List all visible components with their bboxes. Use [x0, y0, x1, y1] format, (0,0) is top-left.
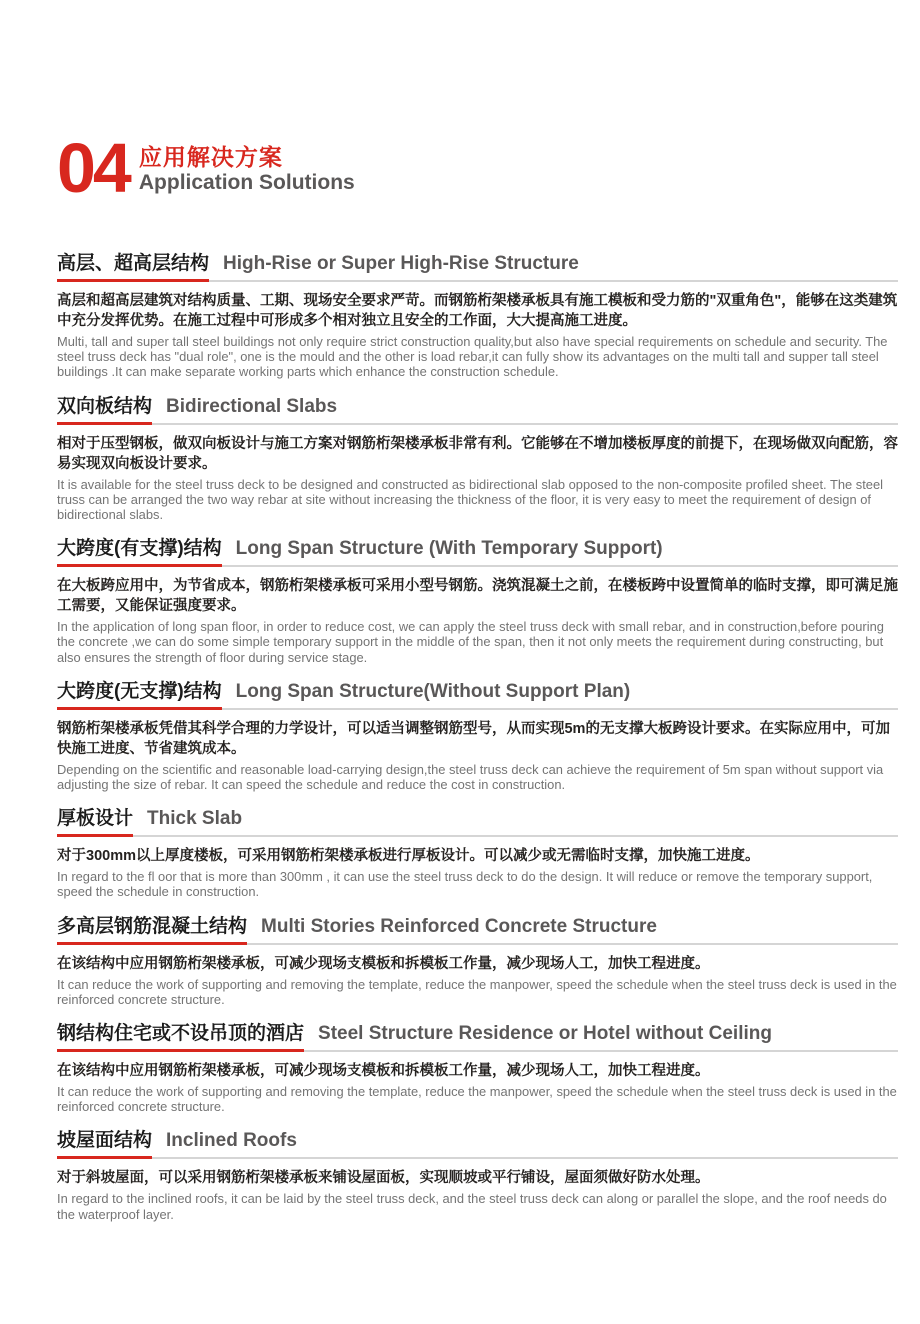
section-body-zh: 在该结构中应用钢筋桁架楼承板，可减少现场支模板和拆模板工作量，减少现场人工，加快工程进度。: [57, 1063, 710, 1080]
section-heading-en: Thick Slab: [147, 808, 243, 830]
section-body-en: It can reduce the work of supporting and removing the template, reduce the manpower, speed the schedule when the steel truss deck is used in the reinforced concrete structure.: [57, 976, 897, 1007]
section-heading: [57, 681, 898, 710]
section-body-en: In regard to the fl oor that is more than 300mm , it can use the steel truss deck to do the design. It will reduce or remove the temporary support, speed the schedule in construction.: [57, 869, 873, 900]
page-header: [57, 129, 898, 207]
section-heading: [57, 1023, 898, 1052]
section-body-en: In the application of long span floor, in order to reduce cost, we can apply the steel truss deck with small rebar, and in construction,before pouring the concrete ,we can do some simple temporary support in the middle of the span, then it not only meets the requirement during constructing, but also ensures the strength of floor during service stage.: [57, 619, 884, 665]
section-heading-en: Bidirectional Slabs: [166, 395, 338, 417]
section-heading-en: Steel Structure Residence or Hotel without Ceiling: [318, 1023, 772, 1045]
section-number: 04: [57, 129, 129, 207]
section-body-zh: 对于斜坡屋面，可以采用钢筋桁架楼承板来铺设屋面板，实现顺坡或平行铺设，屋面须做好防水处理。: [57, 1170, 710, 1187]
section-heading-zh: 大跨度(有支撑)结构: [57, 538, 222, 560]
section-body-en: It can reduce the work of supporting and removing the template, reduce the manpower, speed the schedule when the steel truss deck is used in the reinforced concrete structure.: [57, 1084, 897, 1115]
section-heading: [57, 396, 898, 425]
section-long-span-without-support: [57, 681, 898, 792]
section-bidirectional-slabs: [57, 396, 898, 523]
page-title-en: Application Solutions: [138, 171, 355, 194]
section-heading: [57, 1130, 898, 1159]
section-multi-stories-rc: [57, 916, 898, 1007]
section-heading: [57, 808, 898, 837]
section-heading: [57, 253, 898, 282]
section-high-rise: [57, 253, 898, 380]
section-heading-zh: 厚板设计: [57, 808, 134, 830]
section-body-zh: 高层和超高层建筑对结构质量、工期、现场安全要求严苛。而钢筋桁架楼承板具有施工模板和受力筋的"双重角色"，能够在这类建筑中充分发挥优势。在施工过程中可形成多个相对独立且安全的工作面，大大提高施工进度。: [57, 293, 898, 329]
section-heading: [57, 916, 898, 945]
section-heading-zh: 多高层钢筋混凝土结构: [57, 915, 248, 937]
section-heading-zh: 钢结构住宅或不设吊顶的酒店: [57, 1023, 305, 1045]
section-heading-en: High-Rise or Super High-Rise Structure: [223, 253, 579, 274]
section-body-en: In regard to the inclined roofs, it can be laid by the steel truss deck, and the steel truss deck can along or parallel the slope, and the roof needs do the waterproof layer.: [57, 1191, 887, 1222]
section-steel-residence-hotel: [57, 1023, 898, 1114]
section-body-zh: 在大板跨应用中，为节省成本，钢筋桁架楼承板可采用小型号钢筋。浇筑混凝土之前，在楼板跨中设置简单的临时支撑，即可满足施工需要，又能保证强度要求。: [57, 578, 898, 615]
section-body-zh: 对于300mm以上厚度楼板，可采用钢筋桁架楼承板进行厚板设计。可以减少或无需临时支撑，加快施工进度。: [57, 848, 760, 865]
page-titles: [139, 140, 355, 195]
section-thick-slab: [57, 808, 898, 899]
section-body-zh: 在该结构中应用钢筋桁架楼承板，可减少现场支模板和拆模板工作量，减少现场人工，加快工程进度。: [57, 955, 710, 972]
section-heading-zh: 大跨度(无支撑)结构: [57, 680, 222, 702]
section-heading-en: Multi Stories Reinforced Concrete Structure: [261, 915, 657, 937]
section-inclined-roofs: [57, 1130, 898, 1221]
section-body-en: Multi, tall and super tall steel buildings not only require strict construction quality,but also have special requirements on schedule and security. The steel truss deck has "dual role", one is the mould and the other is load rebar,it can fully show its advantages on the multi tall and supper tall steel buildings .It can make separate working parts which enhance the construction schedule.: [57, 334, 888, 380]
section-heading-en: Long Span Structure (With Temporary Support): [235, 538, 663, 560]
sections-list: [57, 253, 898, 1222]
section-long-span-with-support: [57, 538, 898, 665]
section-body-en: It is available for the steel truss deck to be designed and constructed as bidirectional slab opposed to the non-composite profiled sheet. The steel truss can be arranged the two way rebar at site without increasing the thickness of the floor, it is very easy to meet the requirement of design of bidirectional slabs.: [57, 476, 883, 523]
section-body-zh: 钢筋桁架楼承板凭借其科学合理的力学设计，可以适当调整钢筋型号，从而实现5m的无支撑大板跨设计要求。在实际应用中，可加快施工进度、节省建筑成本。: [57, 720, 890, 757]
section-heading-en: Inclined Roofs: [166, 1130, 297, 1152]
section-heading-zh: 坡屋面结构: [57, 1130, 153, 1152]
section-heading-en: Long Span Structure(Without Support Plan): [235, 680, 631, 702]
section-heading: [57, 538, 898, 567]
section-heading-zh: 双向板结构: [57, 395, 153, 417]
page-title-zh: 应用解决方案: [138, 144, 283, 170]
section-body-en: Depending on the scientific and reasonable load-carrying design,the steel truss deck can achieve the requirement of 5m span without support via adjusting the size of rebar. It can speed the schedule and reduce the cost in construction.: [57, 761, 884, 793]
section-heading-zh: 高层、超高层结构: [57, 253, 210, 274]
section-body-zh: 相对于压型钢板，做双向板设计与施工方案对钢筋桁架楼承板非常有利。它能够在不增加楼板厚度的前提下，在现场做双向配筋，容易实现双向板设计要求。: [57, 435, 898, 472]
